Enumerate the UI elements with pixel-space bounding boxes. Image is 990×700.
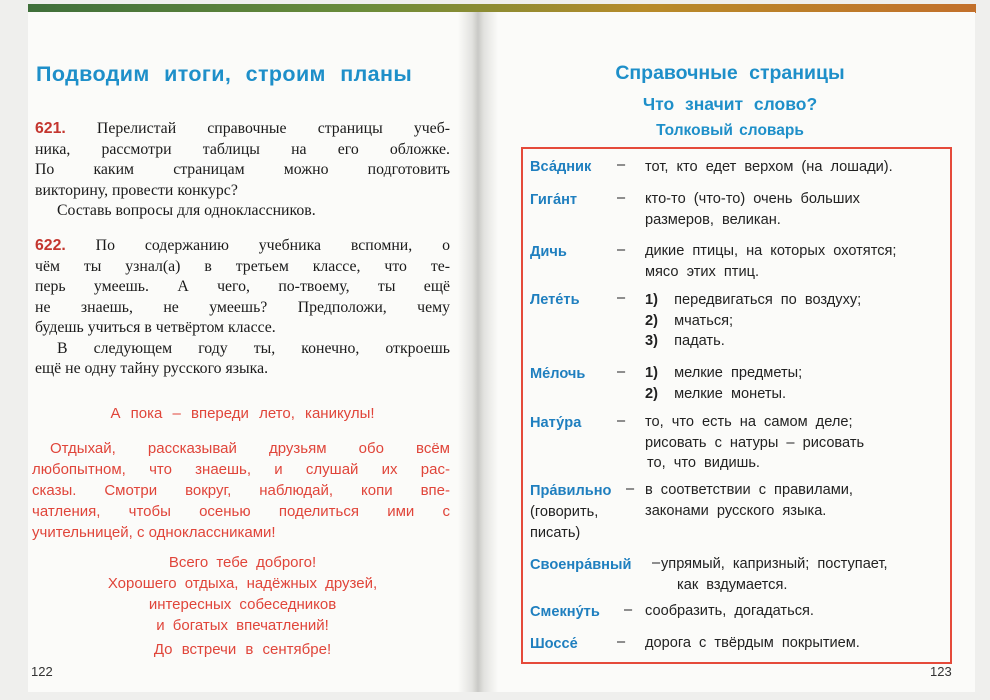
text-line: перь умеешь. А чего, по-твоему, ты ещё bbox=[35, 278, 450, 295]
exercise-number: 622. bbox=[35, 237, 66, 254]
text-line: викторину, провести конкурс? bbox=[35, 181, 238, 199]
definition-line: мчаться; bbox=[674, 312, 734, 329]
text-line: сказы. Смотри вокруг, наблюдай, копи впе- bbox=[32, 482, 450, 499]
wishes bbox=[35, 552, 450, 636]
text-line: Составь вопросы для одноклассников. bbox=[57, 202, 316, 219]
closing-title: А пока – впереди лето, каникулы! bbox=[110, 405, 375, 422]
dictionary-section-title: Толковый словарь bbox=[656, 122, 804, 139]
word-note: (говорить, bbox=[530, 504, 599, 520]
dictionary-word: Своенра́вный bbox=[530, 557, 632, 573]
definition-line: мелкие предметы; bbox=[674, 365, 803, 381]
dash: – bbox=[617, 413, 626, 429]
text-line: ника, рассмотри таблицы на его обложке. bbox=[35, 140, 450, 158]
closing-paragraph bbox=[32, 438, 450, 543]
dictionary-word: Шоссе́ bbox=[530, 636, 578, 652]
dictionary-word: Дичь bbox=[530, 244, 567, 260]
right-page-subtitle: Что значит слово? bbox=[642, 94, 818, 114]
dash: – bbox=[617, 364, 626, 380]
list-marker: 1) bbox=[645, 365, 658, 381]
definition-line: упрямый, капризный; поступает, bbox=[661, 556, 888, 572]
dash: – bbox=[617, 290, 626, 306]
definition: дорога с твёрдым покрытием. bbox=[645, 635, 860, 651]
definition-line: мелкие монеты. bbox=[674, 385, 787, 402]
text-line: Хорошего отдыха, надёжных друзей, bbox=[107, 575, 378, 592]
text-line: Всего тебе доброго! bbox=[168, 554, 317, 571]
farewell: До встречи в сентябре! bbox=[153, 641, 332, 658]
definition-line: падать. bbox=[674, 333, 725, 349]
definition bbox=[661, 554, 951, 595]
definition bbox=[645, 241, 896, 282]
text-line: будешь учиться в четвёртом классе. bbox=[35, 319, 276, 336]
definition-line: то, что видишь. bbox=[647, 455, 760, 471]
list-marker: 3) bbox=[645, 333, 658, 349]
dictionary-word-text: Пра́вильно bbox=[530, 483, 612, 499]
text-line: и богатых впечатлений! bbox=[156, 617, 329, 634]
definition-line: мясо этих птиц. bbox=[645, 263, 760, 280]
dictionary-word: Лете́ть bbox=[530, 292, 580, 308]
dictionary-word: Нату́ра bbox=[530, 415, 582, 431]
definition bbox=[645, 290, 861, 352]
definition bbox=[645, 480, 853, 521]
text-line: интересных собеседников bbox=[148, 596, 337, 613]
left-page-title: Подводим итоги, строим планы bbox=[36, 62, 413, 86]
text-line: ещё не одну тайну русского языка. bbox=[35, 360, 269, 377]
text-line: любопытном, что знаешь, и слушай их рас- bbox=[32, 461, 450, 478]
text-line: Перелистай справочные страницы учеб- bbox=[96, 120, 450, 137]
dash: – bbox=[617, 634, 626, 650]
dictionary-word: Смекну́ть bbox=[530, 604, 600, 620]
dash: – bbox=[617, 157, 626, 173]
definition: сообразить, догадаться. bbox=[645, 603, 814, 619]
dash: – bbox=[617, 242, 626, 258]
page-number-right: 123 bbox=[930, 664, 952, 679]
list-marker: 1) bbox=[645, 292, 658, 308]
text-line: не знаешь, не умеешь? Предположи, чему bbox=[35, 298, 450, 316]
definition-line: передвигаться по воздуху; bbox=[674, 292, 862, 308]
exercise-622 bbox=[35, 236, 450, 380]
dash: – bbox=[617, 190, 626, 206]
definition bbox=[645, 363, 802, 404]
dash: – bbox=[626, 481, 635, 497]
definition-line: кто-то (что-то) очень больших bbox=[645, 191, 860, 207]
dash: – bbox=[624, 602, 633, 618]
definition-line: рисовать с натуры – рисовать bbox=[645, 434, 865, 451]
text-line: По каким страницам можно подготовить bbox=[35, 161, 450, 178]
right-page-title: Справочные страницы bbox=[615, 62, 845, 84]
text-line: По содержанию учебника вспомни, о bbox=[95, 237, 450, 254]
definition bbox=[645, 189, 860, 230]
text-line: учительницей, с одноклассниками! bbox=[32, 524, 276, 541]
text-line: чём ты узнал(а) в третьем классе, что те- bbox=[35, 257, 450, 275]
definition-line: размеров, великан. bbox=[645, 211, 781, 228]
text-line: В следующем году ты, конечно, откроешь bbox=[57, 339, 450, 357]
page-number-left: 122 bbox=[31, 664, 53, 679]
definition-line: как вздумается. bbox=[677, 576, 788, 593]
dictionary-word bbox=[530, 481, 611, 544]
text-line: чатления, чтобы осенью поделиться ими с bbox=[32, 503, 450, 520]
exercise-number: 621. bbox=[35, 120, 66, 137]
definition-line: то, что есть на самом деле; bbox=[645, 414, 853, 430]
definition-line: дикие птицы, на которых охотятся; bbox=[645, 243, 897, 259]
word-note: писать) bbox=[530, 525, 581, 541]
definition: тот, кто едет верхом (на лошади). bbox=[645, 159, 893, 175]
definition-line: законами русского языка. bbox=[645, 502, 827, 519]
definition bbox=[645, 412, 864, 474]
text-line: Отдыхай, рассказывай друзьям обо всём bbox=[50, 440, 450, 457]
list-marker: 2) bbox=[645, 385, 658, 402]
dash: – bbox=[652, 555, 661, 571]
dictionary-word: Ме́лочь bbox=[530, 366, 586, 382]
list-marker: 2) bbox=[645, 312, 658, 329]
exercise-621 bbox=[35, 119, 450, 222]
definition-line: в соответствии с правилами, bbox=[645, 482, 853, 498]
dictionary-word: Вса́дник bbox=[530, 159, 592, 175]
dictionary-word: Гига́нт bbox=[530, 192, 578, 208]
